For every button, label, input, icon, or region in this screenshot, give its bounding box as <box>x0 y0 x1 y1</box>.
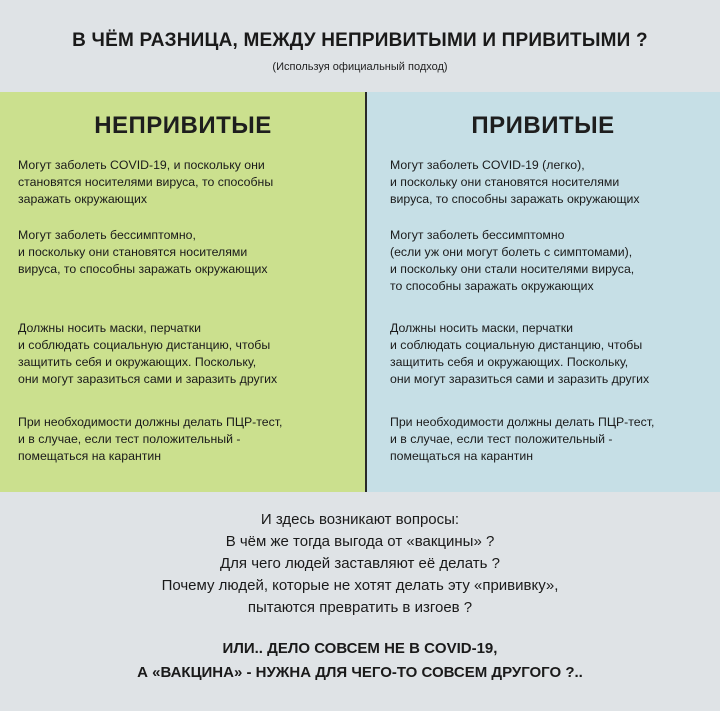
vaccinated-item-1: Могут заболеть COVID-19 (легко), и поскольку они становятся носителями вируса, то способны заражать окружающих <box>390 158 640 206</box>
header <box>0 0 720 92</box>
unvaccinated-item-3: Должны носить маски, перчатки и соблюдать социальную дистанцию, чтобы защитить себя и окружающих. Поскольку, они могут заразиться сами и заразить других <box>18 321 278 386</box>
conclusion-block <box>0 637 720 685</box>
conclusion-line: ИЛИ.. ДЕЛО СОВСЕМ НЕ В COVID-19, <box>222 640 498 657</box>
conclusion-line: А «ВАКЦИНА» - НУЖНА ДЛЯ ЧЕГО-ТО СОВСЕМ ДРУГОГО ?.. <box>137 664 583 681</box>
unvaccinated-item-4: При необходимости должны делать ПЦР-тест, и в случае, если тест положительный - помещаться на карантин <box>18 415 283 463</box>
vaccinated-column <box>366 92 720 492</box>
question-line: И здесь возникают вопросы: <box>260 511 460 528</box>
question-line: В чём же тогда выгода от «вакцины» ? <box>225 533 495 550</box>
question-line: пытаются превратить в изгоев ? <box>247 599 473 616</box>
comparison-table <box>0 92 720 492</box>
unvaccinated-item-1: Могут заболеть COVID-19, и поскольку они становятся носителями вируса, то способны заражать окружающих <box>18 158 274 206</box>
vaccinated-item-3: Должны носить маски, перчатки и соблюдать социальную дистанцию, чтобы защитить себя и окружающих. Поскольку, они могут заразиться сами и заразить других <box>390 321 650 386</box>
unvaccinated-heading: НЕПРИВИТЫЕ <box>94 112 272 139</box>
vaccinated-item-4: При необходимости должны делать ПЦР-тест, и в случае, если тест положительный - помещаться на карантин <box>390 415 655 463</box>
questions-section <box>0 492 720 711</box>
question-line: Для чего людей заставляют её делать ? <box>220 555 500 572</box>
questions-block <box>0 509 720 619</box>
column-divider <box>365 92 367 492</box>
vaccinated-item-2: Могут заболеть бессимптомно (если уж они могут болеть с симптомами), и поскольку они стали носителями вируса, то способны заражать окружающих <box>390 228 635 293</box>
unvaccinated-column <box>0 92 366 492</box>
page-title: В ЧЁМ РАЗНИЦА, МЕЖДУ НЕПРИВИТЫМИ И ПРИВИТЫМИ ? <box>72 30 648 51</box>
vaccinated-heading: ПРИВИТЫЕ <box>471 112 615 139</box>
page-subtitle: (Используя официальный подход) <box>272 61 448 73</box>
question-line: Почему людей, которые не хотят делать эту «прививку», <box>161 577 559 594</box>
unvaccinated-item-2: Могут заболеть бессимптомно, и поскольку они становятся носителями вируса, то способны заражать окружающих <box>18 228 268 276</box>
